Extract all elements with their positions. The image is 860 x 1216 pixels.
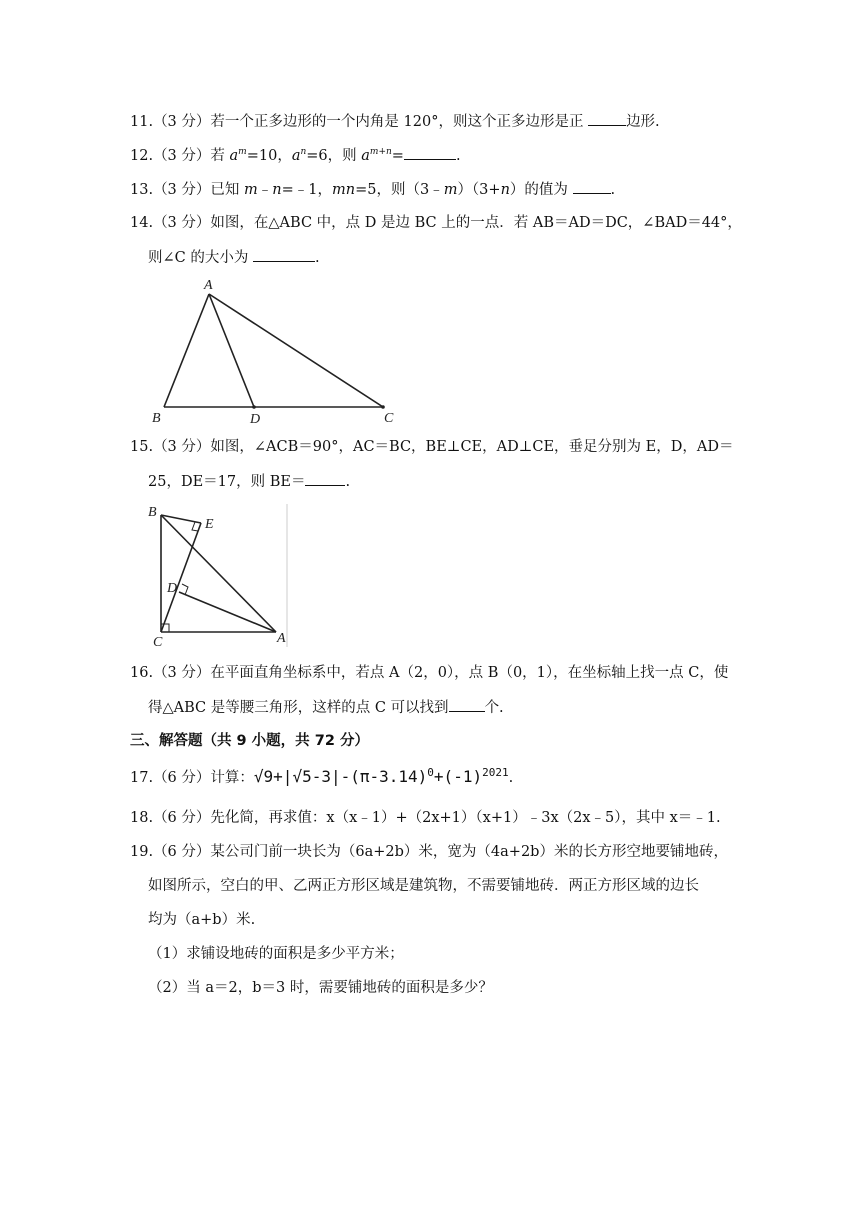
fig15-label-e: E (205, 517, 214, 532)
fig14-segment-ad (209, 294, 254, 407)
q12-answer-blank[interactable] (404, 145, 456, 160)
q14-score: （3 分） (153, 215, 211, 231)
figure-14-triangle (140, 272, 400, 428)
q17-expression-2: +(-1) (433, 767, 483, 786)
q17-number: 17. (130, 770, 154, 786)
q17-end: . (508, 770, 514, 786)
q17-score: （6 分） (153, 770, 211, 786)
q12-eq2: =6，则 (306, 148, 362, 164)
q13-var-m: m (244, 182, 258, 198)
q19-text-1: 某公司门前一块长为（6a+2b）米，宽为（4a+2b）米的长方形空地要铺地砖， (210, 844, 728, 860)
q17-exponent-2021: 2021 (482, 766, 509, 779)
q11-answer-blank[interactable] (588, 111, 626, 126)
q13-minus: ﹣ (257, 182, 273, 198)
q13-text-a: 已知 (210, 182, 245, 198)
q17-exponent-0: 0 (427, 766, 434, 779)
question-19-sub2: （2）当 a＝2，b＝3 时，需要铺地砖的面积是多少？ (148, 980, 493, 996)
fig15-right-angle-e (192, 522, 198, 531)
question-16-line1 (130, 663, 728, 683)
q11-text: 若一个正多边形的一个内角是 120°，则这个正多边形是正 (210, 114, 589, 130)
fig15-side-ab (161, 515, 276, 632)
q18-text: 先化简，再求值：x（x﹣1）+（2x+1）（x+1）﹣3x（2x﹣5），其中 x＝﹣1. (210, 810, 721, 826)
fig14-label-a: A (204, 278, 213, 293)
q12-exp-n: n (300, 147, 307, 157)
fig14-label-d: D (250, 412, 261, 427)
q15-number: 15. (130, 439, 154, 455)
q15-text-2: 25，DE＝17，则 BE＝ (148, 474, 306, 490)
question-15-line1 (130, 437, 733, 457)
q16-score: （3 分） (153, 665, 211, 681)
q12-score: （3 分） (153, 148, 211, 164)
q13-text-c: =5，则（3﹣ (355, 182, 444, 198)
question-11 (130, 111, 660, 132)
fig15-segment-ad (179, 592, 276, 632)
q13-var-m2: m (443, 182, 458, 198)
q19-score: （6 分） (153, 844, 211, 860)
fig15-label-d: D (167, 581, 178, 596)
question-14-line1 (130, 213, 742, 233)
question-19-line3: 均为（a+b）米. (148, 912, 256, 928)
q13-number: 13. (130, 182, 154, 198)
question-18 (130, 808, 721, 828)
question-12 (130, 145, 461, 166)
fig14-point-d (252, 405, 256, 409)
q15-score: （3 分） (153, 439, 211, 455)
q12-var-a: a (229, 148, 239, 164)
question-19-sub1: （1）求铺设地砖的面积是多少平方米； (148, 946, 404, 962)
question-14-line2 (148, 247, 320, 268)
fig15-label-b: B (148, 505, 157, 520)
q11-text-end: 边形. (626, 114, 660, 130)
q18-number: 18. (130, 810, 154, 826)
q14-text: 如图，在△ABC 中，点 D 是边 BC 上的一点．若 AB＝AD＝DC，∠BAD＝44°， (210, 215, 742, 231)
q12-exp-mn: m+n (369, 147, 392, 157)
q12-eq3: = (391, 148, 404, 164)
fig15-label-a: A (277, 631, 286, 646)
q13-var-n2: n (500, 182, 510, 198)
q15-answer-blank[interactable] (305, 471, 345, 486)
q14-answer-blank[interactable] (253, 247, 315, 262)
q11-number: 11. (130, 114, 154, 130)
question-17 (130, 767, 513, 788)
q16-text: 在平面直角坐标系中，若点 A（2，0），点 B（0，1），在坐标轴上找一点 C，使 (210, 665, 729, 681)
q15-end: . (345, 474, 351, 490)
fig14-side-ab (164, 294, 209, 407)
q12-exp-m: m (238, 147, 247, 157)
q17-text: 计算： (210, 770, 254, 786)
q11-score: （3 分） (153, 114, 211, 130)
section-3-heading: 三、解答题（共 9 小题，共 72 分） (130, 733, 369, 749)
question-19-line2: 如图所示，空白的甲、乙两正方形区域是建筑物，不需要铺地砖．两正方形区域的边长 (148, 878, 699, 894)
fig15-line-ce (161, 523, 201, 632)
q12-var-a3: a (361, 148, 370, 164)
q14-number: 14. (130, 215, 154, 231)
q13-text-b: =﹣1， (281, 182, 332, 198)
q19-number: 19. (130, 844, 154, 860)
q14-text-2: 则∠C 的大小为 (148, 250, 253, 266)
q12-var-a2: a (291, 148, 301, 164)
q13-text-e: ）的值为 (509, 182, 573, 198)
q16-text-3: 个. (484, 700, 504, 716)
q14-end: . (314, 250, 320, 266)
q17-expression: √9+|√5-3|-(π-3.14) (253, 767, 428, 786)
q15-text: 如图，∠ACB＝90°，AC＝BC，BE⊥CE，AD⊥CE，垂足分别为 E，D，AD＝ (210, 439, 734, 455)
question-13 (130, 179, 615, 200)
question-15-line2 (148, 471, 350, 492)
fig15-label-c: C (153, 635, 163, 648)
q13-score: （3 分） (153, 182, 211, 198)
fig14-label-b: B (152, 411, 161, 426)
q12-pre: 若 (210, 148, 230, 164)
question-19-line1 (130, 842, 728, 862)
q12-eq1: =10， (246, 148, 292, 164)
figure-15-right-triangle (143, 500, 290, 648)
fig14-side-ac (209, 294, 383, 407)
q16-text-2: 得△ABC 是等腰三角形，这样的点 C 可以找到 (148, 700, 449, 716)
q12-end: . (455, 148, 461, 164)
fig14-label-c: C (384, 411, 394, 426)
q18-score: （6 分） (153, 810, 211, 826)
q16-number: 16. (130, 665, 154, 681)
q12-number: 12. (130, 148, 154, 164)
q13-var-n: n (272, 182, 282, 198)
q16-answer-blank[interactable] (449, 697, 485, 712)
q13-text-d: ）（3+ (457, 182, 501, 198)
q13-var-mn: mn (331, 182, 356, 198)
q13-end: . (610, 182, 616, 198)
question-16-line2 (148, 697, 504, 718)
fig14-point-c (381, 405, 385, 409)
q13-answer-blank[interactable] (573, 179, 611, 194)
